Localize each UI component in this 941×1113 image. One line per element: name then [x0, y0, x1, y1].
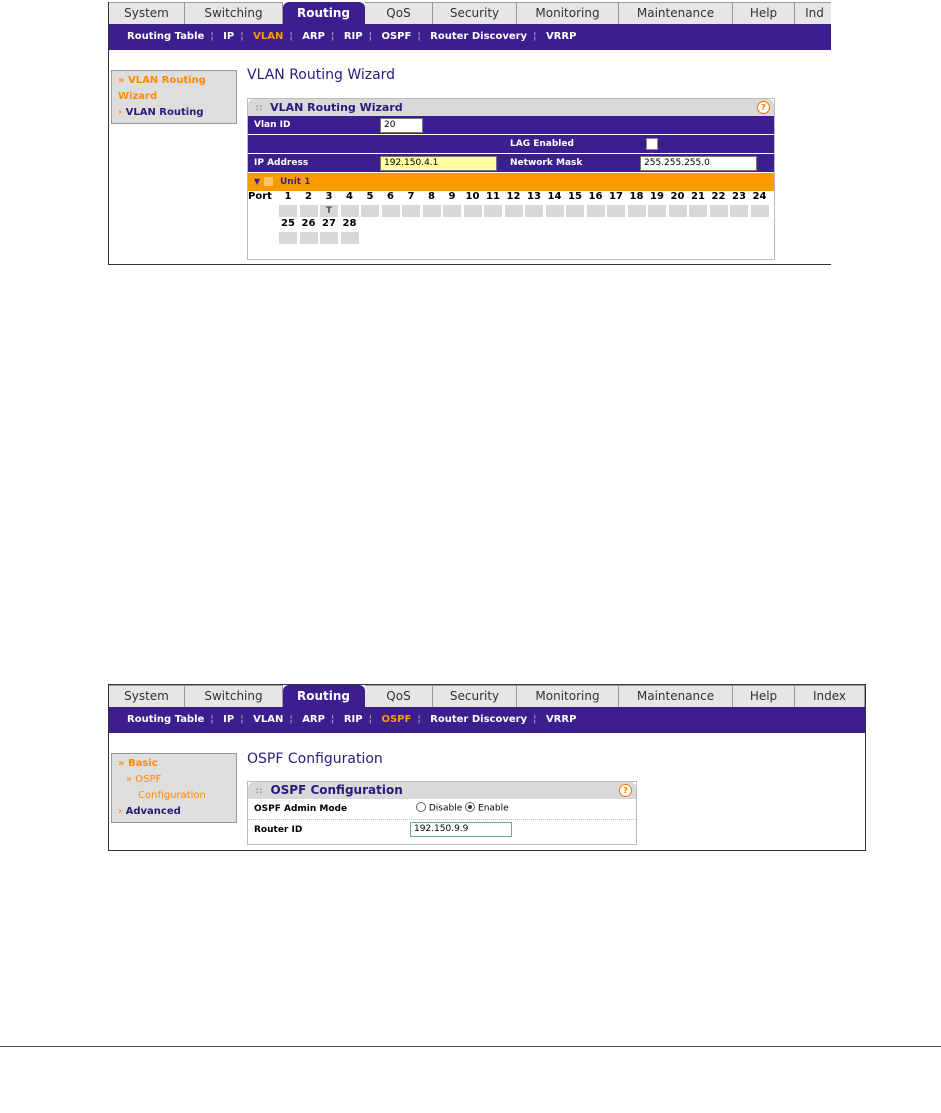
tab-qos[interactable]: QoS: [365, 2, 433, 24]
help-icon[interactable]: ?: [619, 784, 632, 797]
tab-security[interactable]: Security: [433, 685, 517, 707]
panel-header: ∷ VLAN Routing Wizard ?: [248, 99, 774, 116]
router-id-input[interactable]: 192.150.9.9: [410, 822, 512, 837]
unit-bar[interactable]: [248, 173, 774, 191]
subnav-ospf[interactable]: OSPF: [381, 714, 412, 725]
port-number: 17: [609, 191, 623, 202]
port-cell[interactable]: [566, 205, 584, 217]
menu-ospf[interactable]: » OSPF: [126, 774, 162, 785]
vlan-id-row: [248, 116, 774, 135]
tab-routing[interactable]: Routing: [283, 685, 365, 707]
tab-maintenance[interactable]: Maintenance: [619, 685, 733, 707]
chevron-right-icon: ›: [118, 806, 123, 817]
subnav-ospf[interactable]: OSPF: [381, 31, 412, 42]
port-cell[interactable]: [730, 205, 748, 217]
port-number: 13: [527, 191, 541, 202]
tab-help[interactable]: Help: [733, 2, 795, 24]
help-icon[interactable]: ?: [757, 101, 770, 114]
subnav-vlan[interactable]: VLAN: [253, 714, 284, 725]
port-number: 5: [366, 191, 374, 202]
port-cell[interactable]: [382, 205, 400, 217]
port-number: 19: [650, 191, 664, 202]
port-numbers-row-1: [248, 191, 774, 204]
port-cell[interactable]: [361, 205, 379, 217]
port-number: 28: [342, 218, 357, 229]
drag-grip-icon: ∷: [256, 787, 263, 797]
page-title: VLAN Routing Wizard: [247, 67, 396, 83]
menu-ospf-configuration[interactable]: Configuration: [138, 790, 206, 801]
lag-enabled-label: LAG Enabled: [510, 139, 574, 149]
port-cell[interactable]: [505, 205, 523, 217]
router-id-label: Router ID: [254, 825, 303, 835]
menu-basic[interactable]: » Basic: [118, 758, 158, 769]
enable-label: Enable: [478, 803, 509, 814]
port-cell[interactable]: [341, 232, 359, 244]
admin-mode-label: OSPF Admin Mode: [254, 804, 348, 814]
unit-label: Unit 1: [280, 177, 311, 187]
port-cell[interactable]: [341, 205, 359, 217]
disable-radio[interactable]: [416, 802, 426, 812]
menu-vlan-routing[interactable]: › VLAN Routing: [118, 107, 204, 118]
port-cell[interactable]: [607, 205, 625, 217]
port-cell[interactable]: [443, 205, 461, 217]
port-number: 18: [629, 191, 644, 202]
tab-security[interactable]: Security: [433, 2, 517, 24]
port-cell[interactable]: [669, 205, 687, 217]
left-menu: [111, 753, 237, 823]
port-cell[interactable]: [710, 205, 728, 217]
subnav-ip[interactable]: IP: [223, 31, 235, 42]
port-cell[interactable]: [525, 205, 543, 217]
port-cell[interactable]: [628, 205, 646, 217]
port-cell[interactable]: [279, 232, 297, 244]
port-number: 22: [711, 191, 726, 202]
lag-enabled-checkbox[interactable]: [646, 138, 658, 150]
port-cell[interactable]: [751, 205, 769, 217]
ip-address-input[interactable]: 192.150.4.1: [380, 156, 497, 171]
network-mask-input[interactable]: 255.255.255.0: [640, 156, 757, 171]
menu-vlan-routing-wizard[interactable]: » VLAN Routing Wizard: [118, 75, 206, 102]
footer-divider: [0, 1046, 941, 1047]
subnav-router-discovery[interactable]: Router Discovery: [430, 714, 528, 725]
enable-radio[interactable]: [465, 802, 475, 812]
tab-qos[interactable]: QoS: [365, 685, 433, 707]
chevron-down-icon: »: [118, 75, 125, 86]
port-number: 25: [281, 218, 295, 229]
port-number: 21: [691, 191, 705, 202]
port-number: 7: [407, 191, 415, 202]
port-cell[interactable]: T: [320, 205, 338, 217]
port-number: 6: [387, 191, 394, 202]
wizard-panel: [247, 98, 775, 260]
ospf-panel: [247, 781, 637, 845]
tab-index[interactable]: Index: [795, 685, 865, 707]
vlan-id-label: Vlan ID: [254, 120, 291, 130]
port-number: 8: [428, 191, 435, 202]
vlan-routing-wizard-screenshot: [108, 2, 831, 265]
network-mask-label: Network Mask: [510, 158, 583, 168]
port-cell[interactable]: [300, 205, 318, 217]
subnav-ip[interactable]: IP: [223, 714, 235, 725]
subnav-routing-table[interactable]: Routing Table: [127, 714, 205, 725]
tab-switching[interactable]: Switching: [185, 2, 283, 24]
subnav-vrrp[interactable]: VRRP: [545, 714, 577, 725]
page-title: OSPF Configuration: [247, 751, 383, 767]
ip-row: [248, 154, 774, 173]
port-number: 26: [301, 218, 316, 229]
ip-address-label: IP Address: [254, 158, 309, 168]
port-number: 11: [486, 191, 500, 202]
top-tab-bar: [109, 685, 865, 707]
tab-system[interactable]: System: [109, 2, 185, 24]
port-cells-row-1: [248, 204, 774, 218]
routing-subnav: Routing Table ¦ IP ¦ VLAN ¦ ARP ¦ RIP ¦ OSPF ¦ Router Discovery ¦ VRRP: [109, 707, 865, 733]
port-number: 27: [322, 218, 336, 229]
port-number: 10: [465, 191, 480, 202]
port-cells-row-2: [248, 231, 774, 245]
port-label: Port: [248, 191, 272, 202]
tab-switching[interactable]: Switching: [185, 685, 283, 707]
tab-routing[interactable]: Routing: [283, 2, 365, 24]
disable-label: Disable: [428, 803, 463, 814]
collapse-arrow-icon[interactable]: ▼: [254, 177, 261, 186]
port-cell[interactable]: [546, 205, 564, 217]
vlan-id-input[interactable]: 20: [380, 118, 423, 133]
port-cell[interactable]: [320, 232, 338, 244]
menu-advanced[interactable]: › Advanced: [118, 806, 181, 817]
port-cell[interactable]: [648, 205, 666, 217]
subnav-vlan[interactable]: VLAN: [253, 31, 284, 42]
left-menu: [111, 70, 237, 124]
subnav-routing-table[interactable]: Routing Table: [127, 31, 205, 42]
port-cell[interactable]: [587, 205, 605, 217]
subnav-arp[interactable]: ARP: [302, 714, 325, 725]
lag-row: [248, 135, 774, 154]
tab-monitoring[interactable]: Monitoring: [517, 2, 619, 24]
tab-monitoring[interactable]: Monitoring: [517, 685, 619, 707]
admin-mode-row: [248, 799, 636, 820]
port-number: 12: [506, 191, 521, 202]
subnav-router-discovery[interactable]: Router Discovery: [430, 31, 528, 42]
panel-header: ∷ OSPF Configuration ?: [248, 782, 636, 799]
port-cell[interactable]: [300, 232, 318, 244]
chevron-right-icon: ›: [118, 107, 123, 118]
subnav-arp[interactable]: ARP: [302, 31, 325, 42]
admin-mode-radios: [416, 803, 509, 814]
port-cell[interactable]: [402, 205, 420, 217]
port-cell[interactable]: [689, 205, 707, 217]
drag-grip-icon: ∷: [256, 104, 263, 114]
port-number: 24: [752, 191, 767, 202]
tab-help[interactable]: Help: [733, 685, 795, 707]
port-number: 23: [732, 191, 746, 202]
port-number: 16: [588, 191, 603, 202]
port-number: 20: [670, 191, 685, 202]
port-number: 3: [325, 191, 333, 202]
port-cell[interactable]: [423, 205, 441, 217]
port-cell[interactable]: [279, 205, 297, 217]
subnav-vrrp[interactable]: VRRP: [545, 31, 577, 42]
top-tab-bar: [109, 2, 831, 24]
tab-system[interactable]: System: [109, 685, 185, 707]
tab-maintenance[interactable]: Maintenance: [619, 2, 733, 24]
subnav-rip[interactable]: RIP: [343, 31, 363, 42]
chevron-down-icon: »: [118, 758, 125, 769]
port-cell[interactable]: [464, 205, 482, 217]
port-number: 15: [568, 191, 582, 202]
router-id-row: [248, 820, 636, 840]
port-number: 2: [305, 191, 312, 202]
unit-select-box[interactable]: [264, 177, 273, 186]
port-number: 9: [448, 191, 456, 202]
port-number: 14: [547, 191, 562, 202]
routing-subnav: Routing Table ¦ IP ¦ VLAN ¦ ARP ¦ RIP ¦ OSPF ¦ Router Discovery ¦ VRRP: [109, 24, 831, 50]
port-number: 4: [346, 191, 353, 202]
port-number: 1: [284, 191, 292, 202]
port-numbers-row-2: [248, 218, 774, 231]
subnav-rip[interactable]: RIP: [343, 714, 363, 725]
port-cell[interactable]: [484, 205, 502, 217]
tab-index[interactable]: Ind: [795, 2, 831, 24]
ospf-configuration-screenshot: [108, 684, 866, 851]
